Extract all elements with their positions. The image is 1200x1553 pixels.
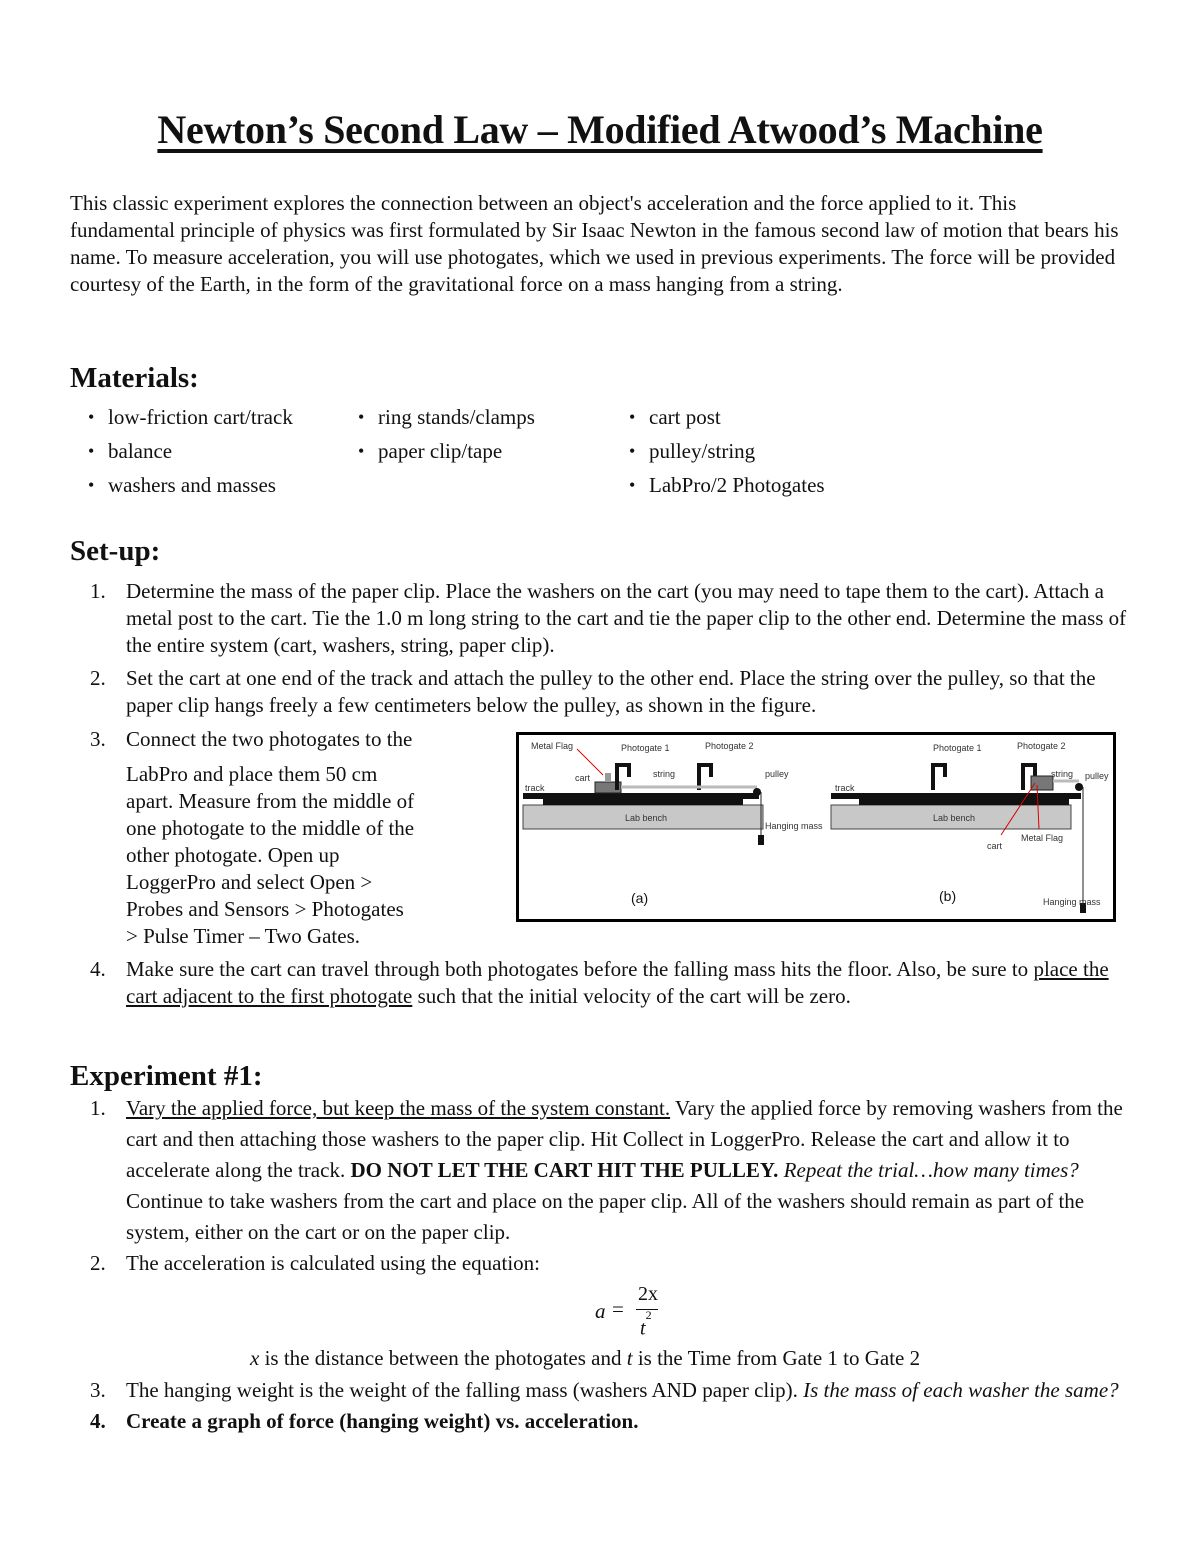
- svg-text:track: track: [525, 783, 545, 793]
- list-item: • cart post: [629, 405, 721, 429]
- hanging-mass-a: [758, 835, 764, 845]
- photogate-1-b: [933, 765, 945, 790]
- equation-note: x is the distance between the photogates and t is the Time from Gate 1 to Gate 2: [250, 1346, 921, 1370]
- svg-text:pulley: pulley: [765, 769, 789, 779]
- svg-text:cart: cart: [575, 773, 591, 783]
- pulley-a: [753, 788, 761, 796]
- list-item: • low-friction cart/track: [88, 405, 293, 429]
- acceleration-equation: a = 2x $t^2$: [595, 1283, 658, 1340]
- experiment1-heading: Experiment #1:: [70, 1060, 263, 1092]
- setup-heading: Set-up:: [70, 535, 161, 567]
- list-item: • ring stands/clamps: [358, 405, 535, 429]
- setup-step-3: 3. Connect the two photogates to the LabPro and place them 50 cm apart. Measure from the middle of one photogate to the middle of the other photogate. Open up LoggerPro and select Open > Probes and Sensors > Photogates > Pulse Timer – Two Gates.: [90, 727, 415, 948]
- experiment1-steps-a: [70, 1093, 1130, 1279]
- list-item: • washers and masses: [88, 473, 276, 497]
- svg-text:cart: cart: [987, 841, 1003, 851]
- list-item: • pulley/string: [629, 439, 756, 463]
- setup-step-2: 2. Set the cart at one end of the track and attach the pulley to the other end. Place the string over the pulley, so that the paper clip hangs freely a few centimeters below the pulley, as shown in the figure.: [90, 666, 1096, 717]
- svg-text:Metal Flag: Metal Flag: [1021, 833, 1064, 843]
- svg-text:Hanging mass: Hanging mass: [765, 821, 823, 831]
- materials-column-1: [70, 402, 293, 504]
- svg-text:track: track: [835, 783, 855, 793]
- svg-text:(b): (b): [939, 888, 957, 904]
- svg-text:Photogate 1: Photogate 1: [621, 743, 670, 753]
- svg-text:string: string: [653, 769, 676, 779]
- page-title: Newton’s Second Law – Modified Atwood’s Machine: [157, 107, 1043, 152]
- experiment-step-1: 1. Vary the applied force, but keep the mass of the system constant. Vary the applied force by removing washers from the cart and then attaching those washers to the paper clip. Hit Collect in LoggerPro. Release the cart and allow it to accelerate along the track. DO NOT LET THE CART HIT THE PULLEY. Repeat the trial…how many times? Continue to take washers from the cart and place on the paper clip. All of the washers should remain as part of the system, either on the cart or on the paper clip.: [90, 1096, 1123, 1244]
- experiment-step-2: 2. The acceleration is calculated using the equation:: [90, 1251, 540, 1275]
- cart-b: [1031, 776, 1053, 790]
- list-item: • LabPro/2 Photogates: [629, 473, 825, 497]
- experiment1-steps-b: [70, 1375, 1130, 1437]
- experiment-step-3: 3. The hanging weight is the weight of the falling mass (washers AND paper clip). Is the mass of each washer the same?: [90, 1378, 1119, 1402]
- list-item: • balance: [88, 439, 173, 463]
- setup-step-1: 1. Determine the mass of the paper clip. Place the washers on the cart (you may need to tape them to the cart). Attach a metal post to the cart. Tie the 1.0 m long string to the cart and tie the paper clip to the other end. Determine the mass of the entire system (cart, washers, string, paper clip).: [90, 579, 1127, 657]
- materials-column-2: [340, 402, 535, 470]
- svg-text:(a): (a): [631, 890, 649, 906]
- svg-text:Metal Flag: Metal Flag: [531, 741, 574, 751]
- apparatus-figure: [516, 732, 1116, 922]
- list-item: • paper clip/tape: [358, 439, 503, 463]
- svg-text:Photogate 2: Photogate 2: [705, 741, 754, 751]
- apparatus-diagram: [519, 735, 1113, 919]
- svg-text:Photogate 1: Photogate 1: [933, 743, 982, 753]
- materials-heading: Materials:: [70, 362, 199, 394]
- svg-text:Hanging mass: Hanging mass: [1043, 897, 1101, 907]
- experiment-step-4: 4. Create a graph of force (hanging weight) vs. acceleration.: [90, 1409, 639, 1433]
- pulley-b: [1075, 783, 1083, 791]
- materials-column-3: [611, 402, 825, 504]
- svg-text:Lab bench: Lab bench: [625, 813, 668, 823]
- svg-text:pulley: pulley: [1085, 771, 1109, 781]
- svg-text:Photogate 2: Photogate 2: [1017, 741, 1066, 751]
- intro-paragraph: This classic experiment explores the connection between an object's acceleration and the force applied to it. This fundamental principle of physics was first formulated by Sir Isaac Newton in the famous second law of motion that bears his name. To measure acceleration, you will use photogates, which we used in previous experiments. The force will be provided courtesy of the Earth, in the form of the gravitational force on a mass hanging from a string.: [70, 191, 1119, 296]
- svg-text:Lab bench: Lab bench: [933, 813, 976, 823]
- setup-step-4: 4. Make sure the cart can travel through both photogates before the falling mass hits the floor. Also, be sure to place the cart adjacent to the first photogate such that the initial velocity of the cart will be zero.: [90, 957, 1109, 1008]
- svg-text:string: string: [1051, 769, 1074, 779]
